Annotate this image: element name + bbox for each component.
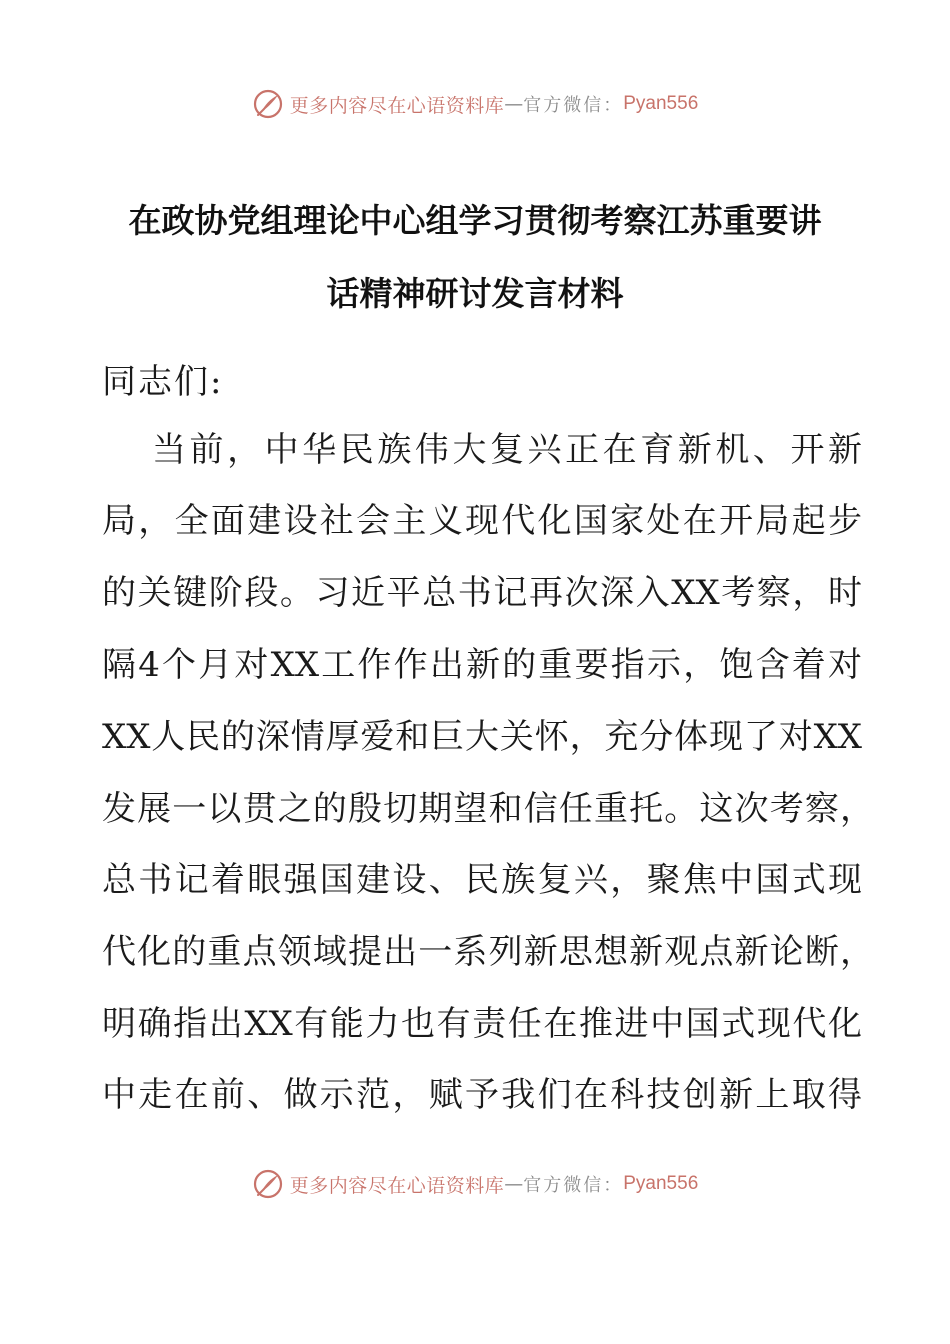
paragraph-line: 隔4个月对XX工作作出新的重要指示，饱含着对 bbox=[102, 645, 862, 685]
footer-watermark bbox=[0, 1162, 950, 1206]
quill-pen-logo-icon bbox=[252, 1168, 284, 1200]
document-title-line-1: 在政协党组理论中心组学习贯彻考察江苏重要讲 bbox=[128, 201, 822, 240]
salutation: 同志们: bbox=[102, 362, 224, 402]
header-watermark bbox=[0, 82, 950, 126]
watermark-brand: 更多内容尽在心语资料库 bbox=[289, 1174, 505, 1197]
paragraph-line: 发展一以贯之的殷切期望和信任重托。这次考察， bbox=[102, 789, 874, 829]
paragraph-line: 总书记着眼强国建设、民族复兴，聚焦中国式现 bbox=[102, 860, 862, 900]
watermark-contact: 官方微信： bbox=[523, 95, 624, 116]
paragraph-line: 代化的重点领域提出一系列新思想新观点新论断， bbox=[102, 932, 874, 972]
quill-pen-logo-icon bbox=[252, 88, 284, 120]
paragraph-line: 中走在前、做示范，赋予我们在科技创新上取得 bbox=[102, 1075, 862, 1115]
watermark-brand: 更多内容尽在心语资料库 bbox=[289, 94, 505, 117]
watermark-wechat-id: Pyan556 bbox=[623, 93, 699, 114]
watermark-separator: — bbox=[504, 93, 524, 115]
document-title-line-2: 话精神研讨发言材料 bbox=[326, 274, 624, 313]
watermark-separator: — bbox=[504, 1173, 524, 1195]
watermark-wechat-id: Pyan556 bbox=[623, 1173, 699, 1194]
paragraph-line: XX人民的深情厚爱和巨大关怀，充分体现了对XX bbox=[102, 717, 862, 757]
watermark-contact: 官方微信： bbox=[523, 1175, 624, 1196]
paragraph-line: 局，全面建设社会主义现代化国家处在开局起步 bbox=[102, 501, 862, 541]
paragraph-line: 的关键阶段。习近平总书记再次深入XX考察，时 bbox=[102, 573, 862, 613]
paragraph-line: 当前，中华民族伟大复兴正在育新机、开新 bbox=[152, 430, 862, 470]
paragraph-line: 明确指出XX有能力也有责任在推进中国式现代化 bbox=[102, 1004, 862, 1044]
